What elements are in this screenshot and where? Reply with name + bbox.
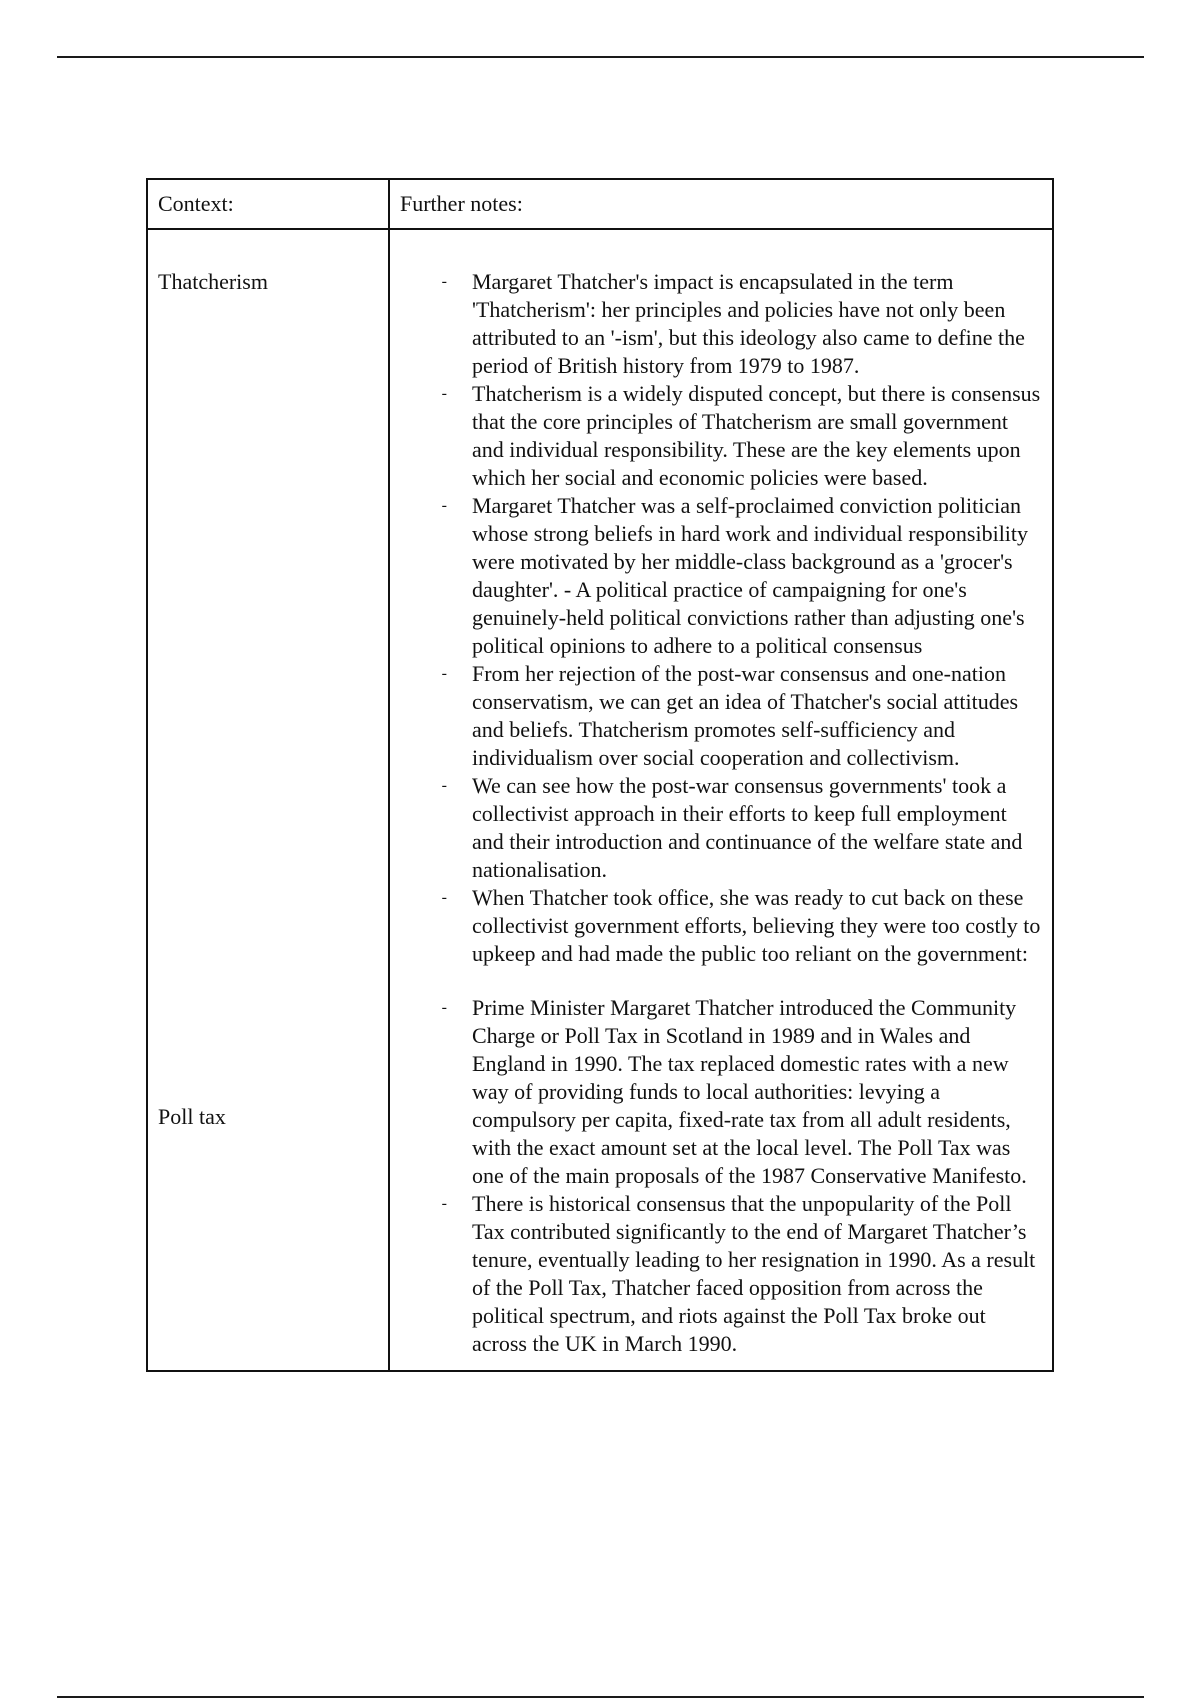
- list-item: [390, 380, 1044, 492]
- list-item: [390, 772, 1044, 884]
- thatcherism-notes: [390, 268, 1044, 968]
- context-column: [148, 230, 390, 1370]
- dash-bullet: -: [441, 777, 447, 794]
- note-text: We can see how the post-war consensus governments' took a collectivist approach in their efforts to keep full employment and their introduction and continuance of the welfare state and nationalisation.: [472, 773, 1023, 882]
- dash-bullet: -: [441, 999, 447, 1016]
- list-item: [390, 660, 1044, 772]
- dash-bullet: -: [441, 889, 447, 906]
- poll-tax-notes: [390, 994, 1044, 1358]
- table-body: [148, 230, 1052, 1370]
- notes-table: [146, 178, 1054, 1372]
- dash-bullet: -: [441, 665, 447, 682]
- list-item: [390, 994, 1044, 1190]
- dash-bullet: -: [441, 497, 447, 514]
- top-rule: [57, 56, 1144, 58]
- notes-header: Further notes:: [400, 191, 523, 216]
- note-text: Margaret Thatcher's impact is encapsulated in the term 'Thatcherism': her principles and policies have not only been attributed to an '-ism', but this ideology also came to define the period of British history from 1979 to 1987.: [472, 269, 1025, 378]
- list-item: [390, 1190, 1044, 1358]
- table-header-row: [148, 180, 1052, 230]
- note-text: From her rejection of the post-war consensus and one-nation conservatism, we can get an idea of Thatcher's social attitudes and beliefs. Thatcherism promotes self-sufficiency and individualism over social cooperation and collectivism.: [472, 661, 1019, 770]
- list-item: [390, 268, 1044, 380]
- note-text: When Thatcher took office, she was ready to cut back on these collectivist government efforts, believing they were too costly to upkeep and had made the public too reliant on the government:: [472, 885, 1041, 966]
- note-text: Thatcherism is a widely disputed concept, but there is consensus that the core principles of Thatcherism are small government and individual responsibility. These are the key elements upon which her social and economic policies were based.: [472, 381, 1041, 490]
- context-poll-tax: Poll tax: [158, 1104, 226, 1129]
- context-thatcherism: Thatcherism: [158, 269, 268, 294]
- dash-bullet: -: [441, 1195, 447, 1212]
- note-text: Margaret Thatcher was a self-proclaimed conviction politician whose strong beliefs in hard work and individual responsibility were motivated by her middle-class background as a 'grocer's daughter'. - A political practice of campaigning for one's genuinely-held political convictions rather than adjusting one's political opinions to adhere to a political consensus: [472, 493, 1029, 658]
- list-item: [390, 492, 1044, 660]
- list-item: [390, 884, 1044, 968]
- dash-bullet: -: [441, 385, 447, 402]
- dash-bullet: -: [441, 273, 447, 290]
- note-text: Prime Minister Margaret Thatcher introduced the Community Charge or Poll Tax in Scotland in 1989 and in Wales and England in 1990. The tax replaced domestic rates with a new way of providing funds to local authorities: levying a compulsory per capita, fixed-rate tax from all adult residents, with the exact amount set at the local level. The Poll Tax was one of the main proposals of the 1987 Conservative Manifesto.: [472, 995, 1027, 1188]
- bottom-rule: [57, 1696, 1144, 1698]
- notes-column: [390, 230, 1052, 1370]
- context-header: Context:: [148, 180, 390, 228]
- note-text: There is historical consensus that the unpopularity of the Poll Tax contributed significantly to the end of Margaret Thatcher’s tenure, eventually leading to her resignation in 1990. As a result of the Poll Tax, Thatcher faced opposition from across the political spectrum, and riots against the Poll Tax broke out across the UK in March 1990.: [472, 1191, 1036, 1356]
